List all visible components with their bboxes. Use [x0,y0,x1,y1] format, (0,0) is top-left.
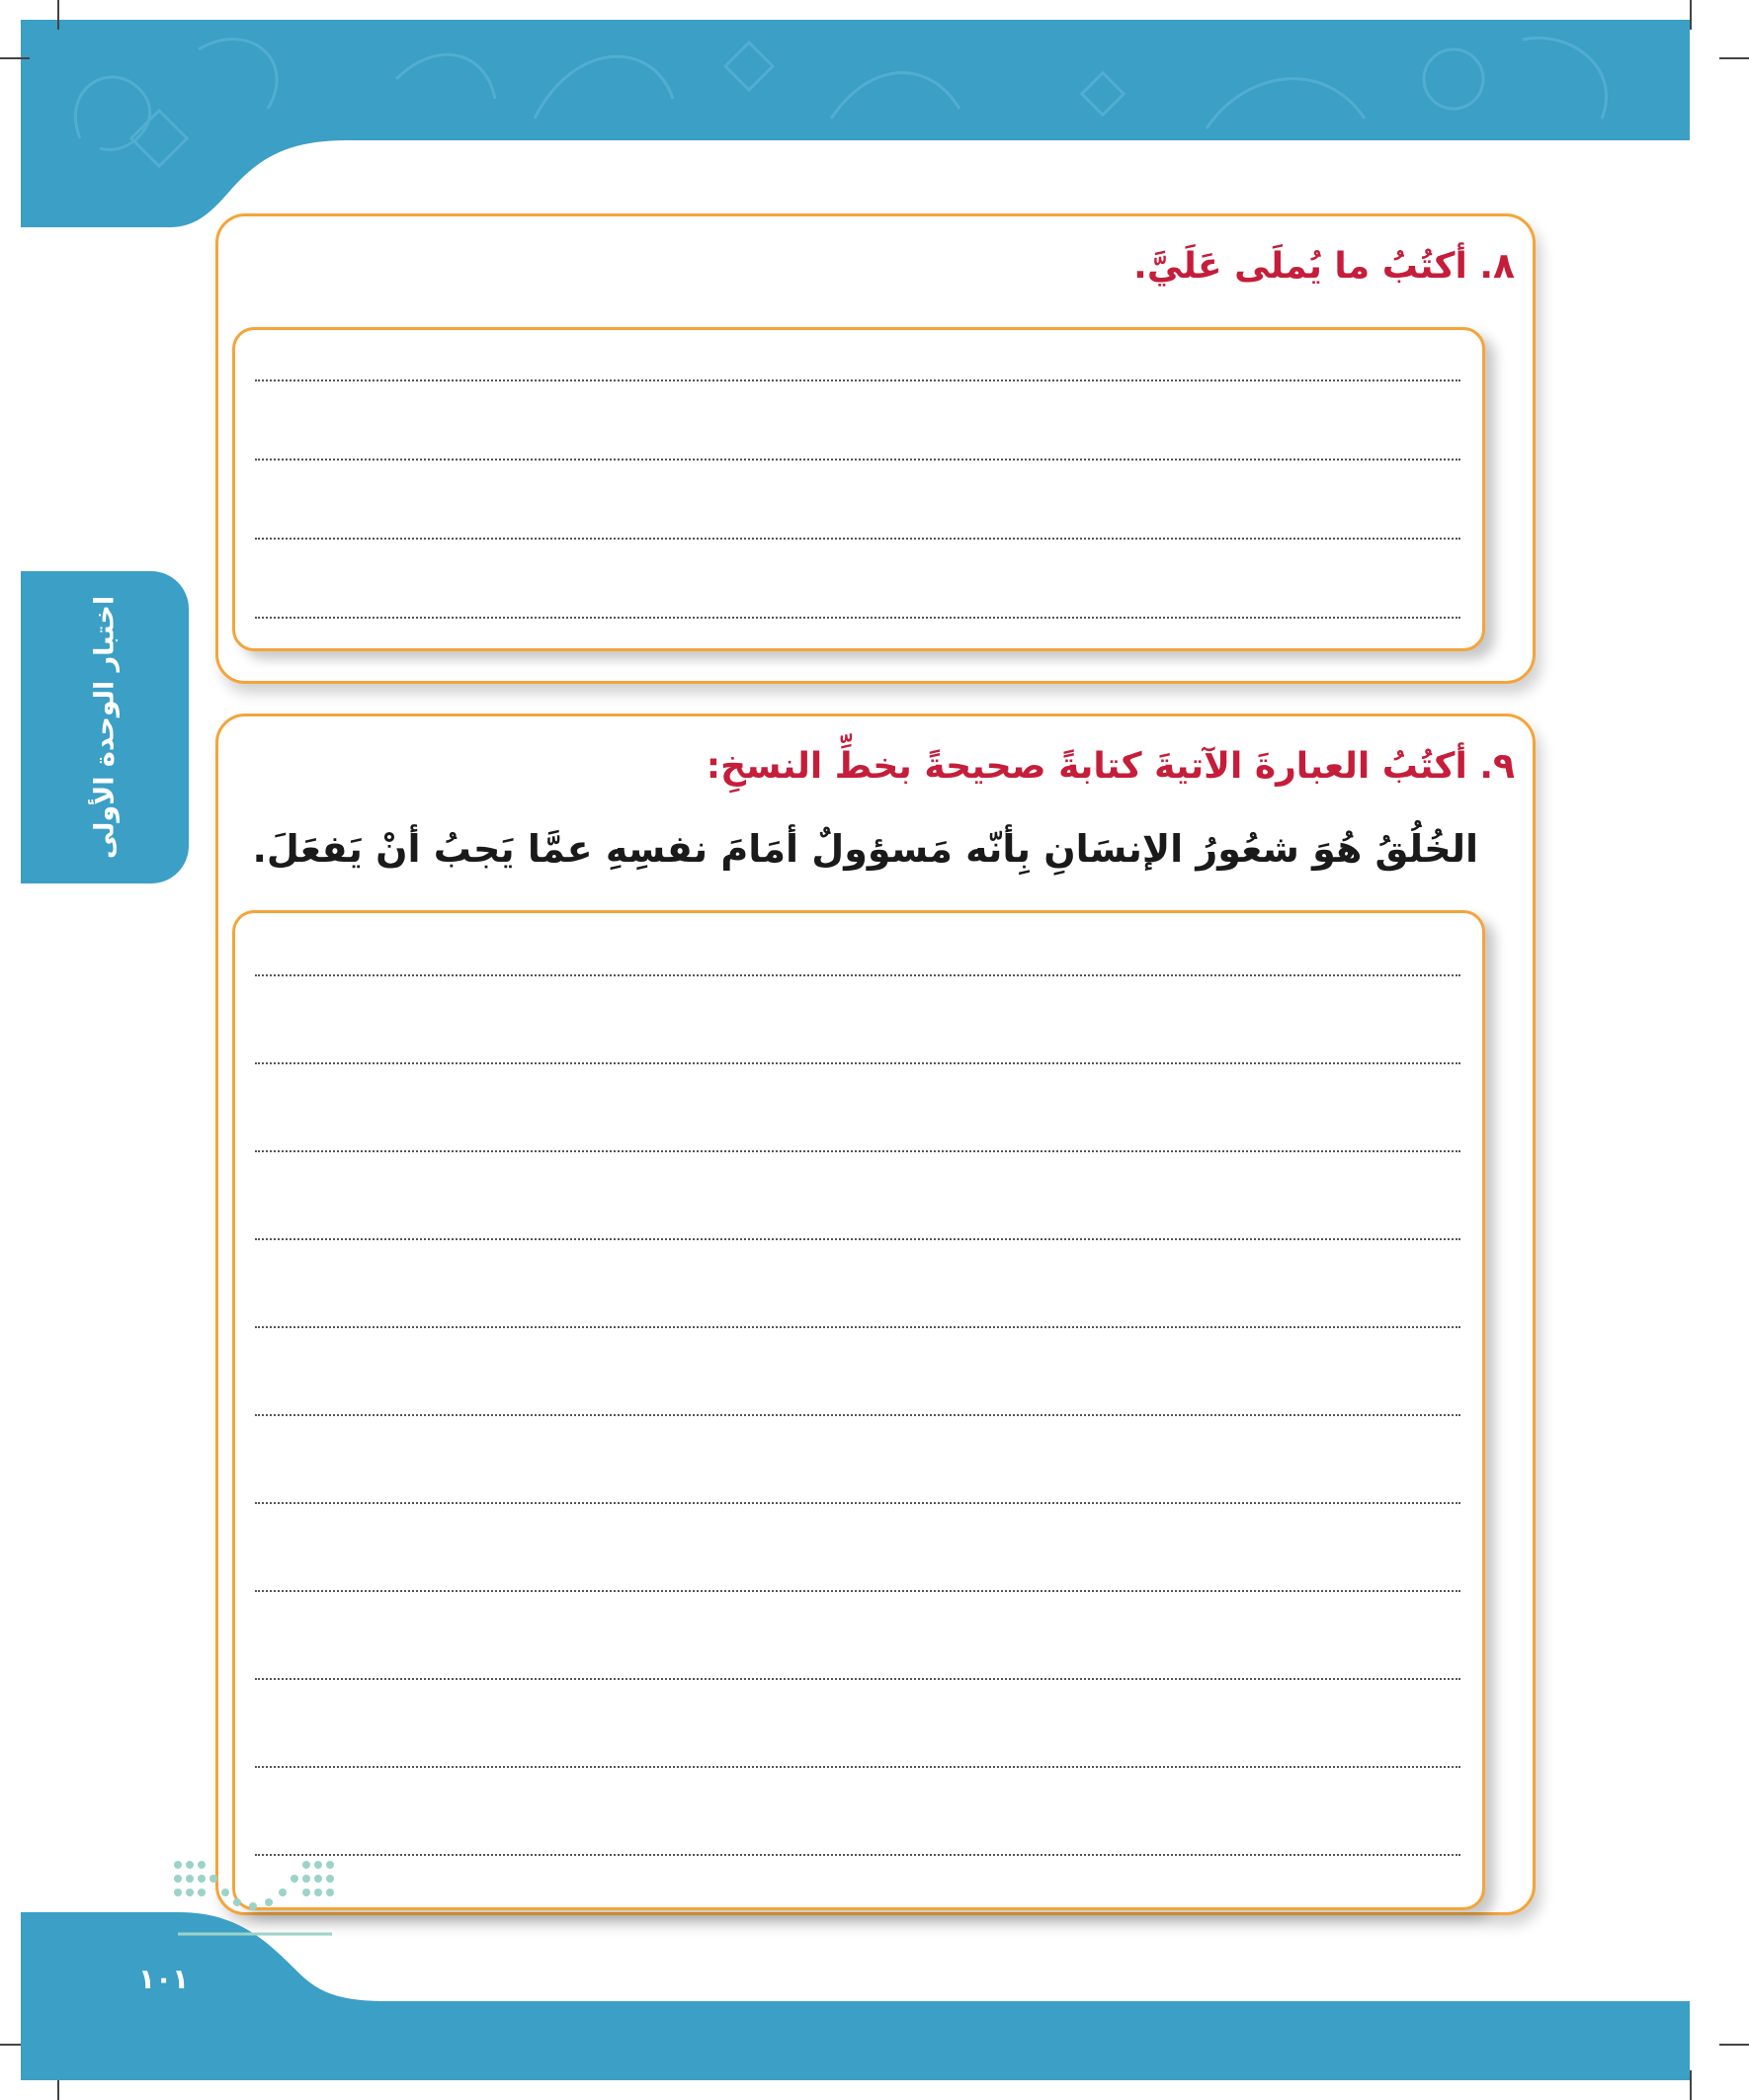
answer-line [255,1062,1460,1064]
answer-line [255,1766,1460,1768]
crop-mark [0,57,30,59]
question-8-title: ٨. أكتُبُ ما يُملَى عَلَيَّ. [1133,246,1515,287]
question-9-panel [215,714,1536,1915]
answer-line [255,974,1460,976]
question-9-sentence: الخُلُقُ هُوَ شعُورُ الإنسَانِ بِأنّه مَسؤولٌ أمَامَ نفسِهِ عمَّا يَجبُ أنْ يَفعَلَ. [252,827,1478,871]
answer-line [255,617,1460,619]
question-8-answer-box[interactable] [232,327,1485,651]
answer-line [255,1238,1460,1240]
side-tab-label: اختبار الوحدة الأولى [89,595,121,860]
crop-mark [1719,57,1749,59]
answer-line [255,459,1460,461]
answer-line [255,1678,1460,1680]
header-band [21,20,1690,227]
question-8-panel [215,213,1536,684]
answer-line [255,1590,1460,1592]
page-number: ١٠١ [138,1963,190,1995]
question-9-title: ٩. أكتُبُ العبارةَ الآتيةَ كتابةً صحيحةً بخطِّ النسخِ: [706,746,1515,787]
answer-line [255,379,1460,381]
ministry-of-education-logo [158,1855,352,1962]
answer-line [255,1414,1460,1416]
crop-mark [1690,2070,1692,2100]
crop-mark [57,0,59,30]
answer-line [255,1854,1460,1856]
answer-line [255,1326,1460,1328]
answer-line [255,1502,1460,1504]
crop-mark [1719,2044,1749,2046]
crop-mark [1690,0,1692,30]
unit-side-tab [21,571,189,883]
answer-line [255,1150,1460,1152]
question-9-answer-box[interactable] [232,910,1485,1910]
answer-line [255,538,1460,540]
